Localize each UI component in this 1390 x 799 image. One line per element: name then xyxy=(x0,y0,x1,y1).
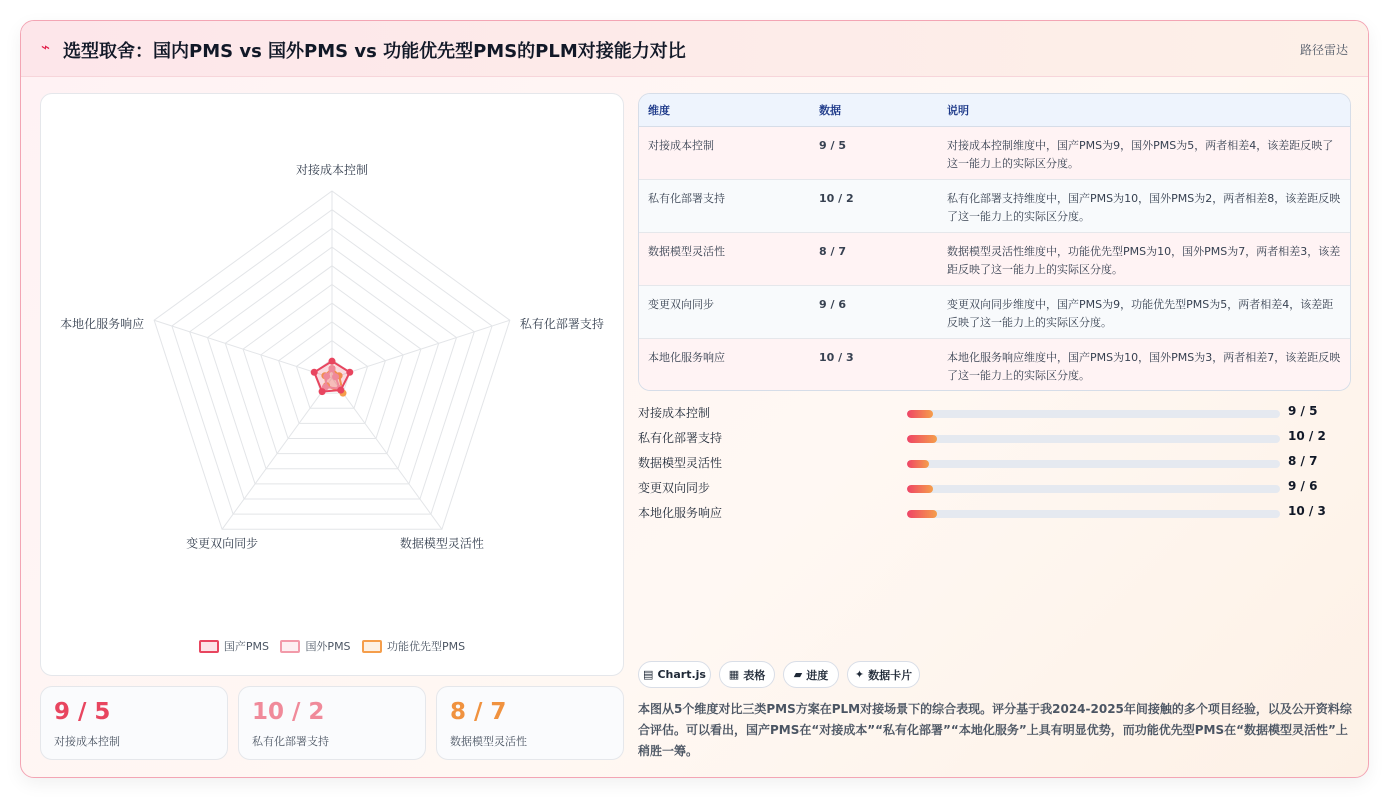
legend-swatch xyxy=(280,640,300,653)
progress-value: 9 / 5 xyxy=(1288,404,1318,418)
stat-label: 对接成本控制 xyxy=(54,735,120,748)
progress-track xyxy=(907,410,1280,418)
legend-label: 功能优先型PMS xyxy=(387,640,466,653)
cell-dimension: 变更双向同步 xyxy=(639,285,810,338)
cell-data: 8 / 7 xyxy=(810,232,938,285)
table-row xyxy=(639,232,1350,285)
progress-track xyxy=(907,435,1280,443)
legend-item-feature-first[interactable] xyxy=(362,638,465,654)
legend-item-domestic[interactable] xyxy=(199,638,269,654)
button-label: Chart.js xyxy=(657,668,706,681)
axis-label: 私有化部署支持 xyxy=(519,317,604,332)
progress-row xyxy=(638,476,1351,501)
progress-value: 10 / 2 xyxy=(1288,429,1326,443)
column-header: 数据 xyxy=(810,94,938,126)
radar-chart xyxy=(41,94,625,634)
cell-description: 对接成本控制维度中，国产PMS为9，国外PMS为5，两者相差4，该差距反映了这一能力上的实际区分度。 xyxy=(938,126,1350,179)
button-label: 表格 xyxy=(743,668,766,682)
progress-label: 变更双向同步 xyxy=(638,481,711,495)
table-row xyxy=(639,285,1350,338)
cell-data: 10 / 2 xyxy=(810,179,938,232)
stat-label: 私有化部署支持 xyxy=(252,735,329,748)
axis-label: 对接成本控制 xyxy=(295,163,369,177)
stat-card xyxy=(436,686,624,760)
progress-fill xyxy=(907,485,933,493)
progress-row xyxy=(638,401,1351,426)
table-header-row xyxy=(639,94,1350,126)
button-label: 数据卡片 xyxy=(868,668,913,682)
data-point xyxy=(346,369,353,376)
progress-fill xyxy=(907,510,937,518)
stat-card xyxy=(40,686,228,760)
cell-description: 本地化服务响应维度中，国产PMS为10，国外PMS为3，两者相差7，该差距反映了这一能力上的实际区分度。 xyxy=(938,338,1350,391)
header xyxy=(21,21,1368,77)
comparison-table xyxy=(638,93,1351,391)
progress-button[interactable] xyxy=(783,661,839,688)
table-row xyxy=(639,338,1350,391)
cell-dimension: 本地化服务响应 xyxy=(639,338,810,391)
legend-label: 国外PMS xyxy=(305,640,351,653)
progress-label: 本地化服务响应 xyxy=(638,506,723,520)
chart-icon: ▤ xyxy=(643,668,654,681)
cell-description: 私有化部署支持维度中，国产PMS为10，国外PMS为2，两者相差8，该差距反映了这一能力上的实际区分度。 xyxy=(938,179,1350,232)
progress-track xyxy=(907,510,1280,518)
data-point xyxy=(319,388,326,395)
data-point xyxy=(337,387,344,394)
chart-legend xyxy=(41,638,623,656)
lightning-icon: ⌁ xyxy=(41,38,51,56)
grid-spoke xyxy=(332,320,510,378)
legend-swatch xyxy=(199,640,219,653)
axis-label: 变更双向同步 xyxy=(186,536,259,551)
cell-dimension: 对接成本控制 xyxy=(639,126,810,179)
progress-fill xyxy=(907,410,933,418)
table-icon: ▦ xyxy=(728,668,740,681)
stat-label: 数据模型灵活性 xyxy=(450,735,527,748)
progress-track xyxy=(907,460,1280,468)
progress-label: 对接成本控制 xyxy=(638,406,711,420)
progress-label: 私有化部署支持 xyxy=(638,431,723,445)
progress-fill xyxy=(907,435,937,443)
cell-description: 数据模型灵活性维度中，功能优先型PMS为10，国外PMS为7，两者相差3，该差距反映了这一能力上的实际区分度。 xyxy=(938,232,1350,285)
column-header: 维度 xyxy=(639,94,810,126)
cell-data: 9 / 6 xyxy=(810,285,938,338)
progress-row xyxy=(638,426,1351,451)
cell-data: 9 / 5 xyxy=(810,126,938,179)
progress-icon: ▰ xyxy=(793,668,803,681)
data-point xyxy=(329,358,336,365)
page-title: 选型取舍：国内PMS vs 国外PMS vs 功能优先型PMS的PLM对接能力对比 xyxy=(63,41,686,62)
axis-label: 数据模型灵活性 xyxy=(399,536,484,551)
progress-row xyxy=(638,501,1351,526)
legend-swatch xyxy=(362,640,382,653)
progress-list xyxy=(638,401,1351,526)
cell-dimension: 数据模型灵活性 xyxy=(639,232,810,285)
button-label: 进度 xyxy=(806,668,829,682)
table-button[interactable] xyxy=(719,661,775,688)
cell-data: 10 / 3 xyxy=(810,338,938,391)
progress-fill xyxy=(907,460,929,468)
summary-text: 本图从5个维度对比三类PMS方案在PLM对接场景下的综合表现。评分基于我2024-2025年间接触的多个项目经验，以及公开资料综合评估。可以看出，国产PMS在“对接成本”“私有化部署”“本地化服务”上具有明显优势，而功能优先型PMS在“数据模型灵活性”上稍胜一筹。 xyxy=(638,702,1352,758)
card-icon: ✦ xyxy=(854,668,865,681)
column-header: 说明 xyxy=(938,94,1350,126)
cell-dimension: 私有化部署支持 xyxy=(639,179,810,232)
radar-chart-panel xyxy=(40,93,624,676)
progress-row xyxy=(638,451,1351,476)
stat-value: 8 / 7 xyxy=(450,699,507,725)
main-card xyxy=(20,20,1369,778)
data-card-button[interactable] xyxy=(847,661,920,688)
axis-label: 本地化服务响应 xyxy=(60,317,145,332)
header-mode-label: 路径雷达 xyxy=(1299,43,1348,57)
chartjs-button[interactable] xyxy=(638,661,711,688)
legend-label: 国产PMS xyxy=(223,640,269,653)
stat-card xyxy=(238,686,426,760)
data-point xyxy=(311,369,318,376)
table-row xyxy=(639,179,1350,232)
progress-value: 10 / 3 xyxy=(1288,504,1326,518)
table-row xyxy=(639,126,1350,179)
progress-value: 9 / 6 xyxy=(1288,479,1318,493)
progress-label: 数据模型灵活性 xyxy=(638,456,723,470)
stat-value: 10 / 2 xyxy=(252,699,325,725)
progress-value: 8 / 7 xyxy=(1288,454,1318,468)
legend-item-foreign[interactable] xyxy=(280,638,350,654)
cell-description: 变更双向同步维度中，国产PMS为9，功能优先型PMS为5，两者相差4，该差距反映了这一能力上的实际区分度。 xyxy=(938,285,1350,338)
grid-spoke xyxy=(154,320,332,378)
progress-track xyxy=(907,485,1280,493)
stat-value: 9 / 5 xyxy=(54,699,111,725)
